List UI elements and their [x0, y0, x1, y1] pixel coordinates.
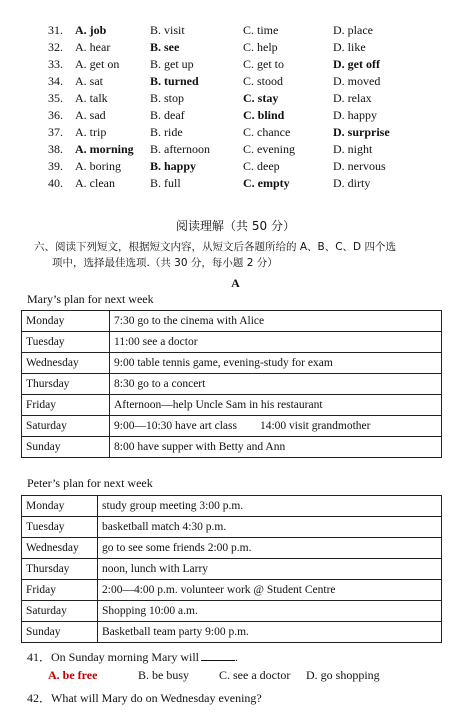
question-number: 37. [48, 125, 63, 139]
question-number: 35. [48, 91, 63, 105]
day-cell: Saturday [22, 601, 98, 622]
option-b: B. ride [150, 125, 183, 139]
day-cell: Sunday [22, 437, 110, 458]
activity-cell: go to see some friends 2:00 p.m. [98, 538, 442, 559]
answer-row [0, 90, 471, 107]
question-41-end: . [235, 650, 238, 664]
instructions [34, 239, 444, 271]
day-cell: Thursday [22, 374, 110, 395]
option-d: D. dirty [333, 176, 371, 190]
question-number: 33. [48, 57, 63, 71]
day-cell: Wednesday [22, 538, 98, 559]
option-a: A. morning [75, 142, 134, 156]
plan-row [22, 622, 442, 643]
activity-cell: Basketball team party 9:00 p.m. [98, 622, 442, 643]
day-cell: Sunday [22, 622, 98, 643]
option-d: D. happy [333, 108, 377, 122]
plan-row [22, 332, 442, 353]
answer-row [0, 39, 471, 56]
answer-row [0, 141, 471, 158]
peter-plan-title: Peter’s plan for next week [27, 476, 153, 490]
plan-row [22, 353, 442, 374]
option-b: B. visit [150, 23, 185, 37]
activity-cell: Shopping 10:00 a.m. [98, 601, 442, 622]
option-c: C. chance [243, 125, 291, 139]
activity-cell: basketball match 4:30 p.m. [98, 517, 442, 538]
activity-cell: 7:30 go to the cinema with Alice [110, 311, 442, 332]
option-a: A. talk [75, 91, 108, 105]
option-b: B. happy [150, 159, 197, 173]
option-c: C. see a doctor [219, 668, 291, 682]
plan-row [22, 538, 442, 559]
option-a: A. sat [75, 74, 103, 88]
activity-cell: 9:00 table tennis game, evening-study for exam [110, 353, 442, 374]
answer-row [0, 107, 471, 124]
instructions-line1: 六、阅读下列短文，根据短文内容，从短文后各题所给的 A、B、C、D 四个选 [34, 241, 396, 253]
option-b: B. see [150, 40, 180, 54]
day-cell: Tuesday [22, 332, 110, 353]
activity-cell: 8:30 go to a concert [110, 374, 442, 395]
plan-row [22, 311, 442, 332]
option-b: B. be busy [138, 668, 189, 682]
activity-cell: 2:00—4:00 p.m. volunteer work @ Student Centre [98, 580, 442, 601]
question-41 [27, 648, 238, 665]
answer-row [0, 73, 471, 90]
answer-row [0, 124, 471, 141]
plan-row [22, 601, 442, 622]
plan-row [22, 437, 442, 458]
question-41-options [0, 668, 471, 684]
answer-row [0, 175, 471, 192]
question-number: 34. [48, 74, 63, 88]
option-c: C. get to [243, 57, 284, 71]
activity-cell: study group meeting 3:00 p.m. [98, 496, 442, 517]
option-b: B. full [150, 176, 181, 190]
activity-cell: 9:00—10:30 have art class 14:00 visit grandmother [110, 416, 442, 437]
day-cell: Monday [22, 311, 110, 332]
answer-row [0, 56, 471, 73]
plan-row [22, 374, 442, 395]
activity-cell: Afternoon—help Uncle Sam in his restaurant [110, 395, 442, 416]
option-d: D. nervous [333, 159, 386, 173]
option-c: C. time [243, 23, 279, 37]
option-a: A. trip [75, 125, 107, 139]
option-c: C. stay [243, 91, 279, 105]
option-d: D. night [333, 142, 373, 156]
option-d: D. surprise [333, 125, 390, 139]
answer-list [0, 22, 471, 192]
plan-row [22, 395, 442, 416]
plan-row [22, 517, 442, 538]
day-cell: Saturday [22, 416, 110, 437]
peter-plan-table [21, 495, 442, 643]
mary-plan-table [21, 310, 442, 458]
question-number: 36. [48, 108, 63, 122]
option-b: B. stop [150, 91, 185, 105]
question-number: 38. [48, 142, 63, 156]
answer-row [0, 158, 471, 175]
plan-row [22, 496, 442, 517]
mary-plan-title: Mary’s plan for next week [27, 292, 154, 306]
option-a: A. get on [75, 57, 120, 71]
question-number: 40. [48, 176, 63, 190]
option-d: D. get off [333, 57, 380, 71]
option-a: A. be free [48, 668, 98, 682]
day-cell: Thursday [22, 559, 98, 580]
section-title: 阅读理解（共 50 分） [176, 219, 295, 233]
option-c: C. empty [243, 176, 290, 190]
option-a: A. hear [75, 40, 111, 54]
question-41-text: 41．On Sunday morning Mary will [27, 650, 199, 664]
option-b: B. deaf [150, 108, 185, 122]
option-c: C. blind [243, 108, 285, 122]
option-d: D. relax [333, 91, 372, 105]
day-cell: Tuesday [22, 517, 98, 538]
day-cell: Friday [22, 395, 110, 416]
plan-row [22, 416, 442, 437]
option-d: D. go shopping [306, 668, 380, 682]
passage-label: A [231, 276, 240, 290]
day-cell: Friday [22, 580, 98, 601]
option-a: A. job [75, 23, 107, 37]
option-d: D. like [333, 40, 366, 54]
activity-cell: noon, lunch with Larry [98, 559, 442, 580]
option-a: A. clean [75, 176, 115, 190]
day-cell: Wednesday [22, 353, 110, 374]
option-c: C. stood [243, 74, 284, 88]
plan-row [22, 580, 442, 601]
day-cell: Monday [22, 496, 98, 517]
option-b: B. get up [150, 57, 194, 71]
question-number: 31. [48, 23, 63, 37]
activity-cell: 11:00 see a doctor [110, 332, 442, 353]
plan-row [22, 559, 442, 580]
option-d: D. place [333, 23, 373, 37]
answer-blank [201, 650, 235, 661]
option-d: D. moved [333, 74, 381, 88]
option-b: B. afternoon [150, 142, 210, 156]
question-number: 39. [48, 159, 63, 173]
activity-cell: 8:00 have supper with Betty and Ann [110, 437, 442, 458]
option-a: A. boring [75, 159, 121, 173]
question-number: 32. [48, 40, 63, 54]
instructions-line2: 项中，选择最佳选项.（共 30 分，每小题 2 分） [52, 257, 278, 269]
option-b: B. turned [150, 74, 199, 88]
option-c: C. help [243, 40, 278, 54]
answer-row [0, 22, 471, 39]
option-a: A. sad [75, 108, 106, 122]
question-42: 42．What will Mary do on Wednesday evening? [27, 691, 262, 705]
option-c: C. deep [243, 159, 280, 173]
option-c: C. evening [243, 142, 295, 156]
